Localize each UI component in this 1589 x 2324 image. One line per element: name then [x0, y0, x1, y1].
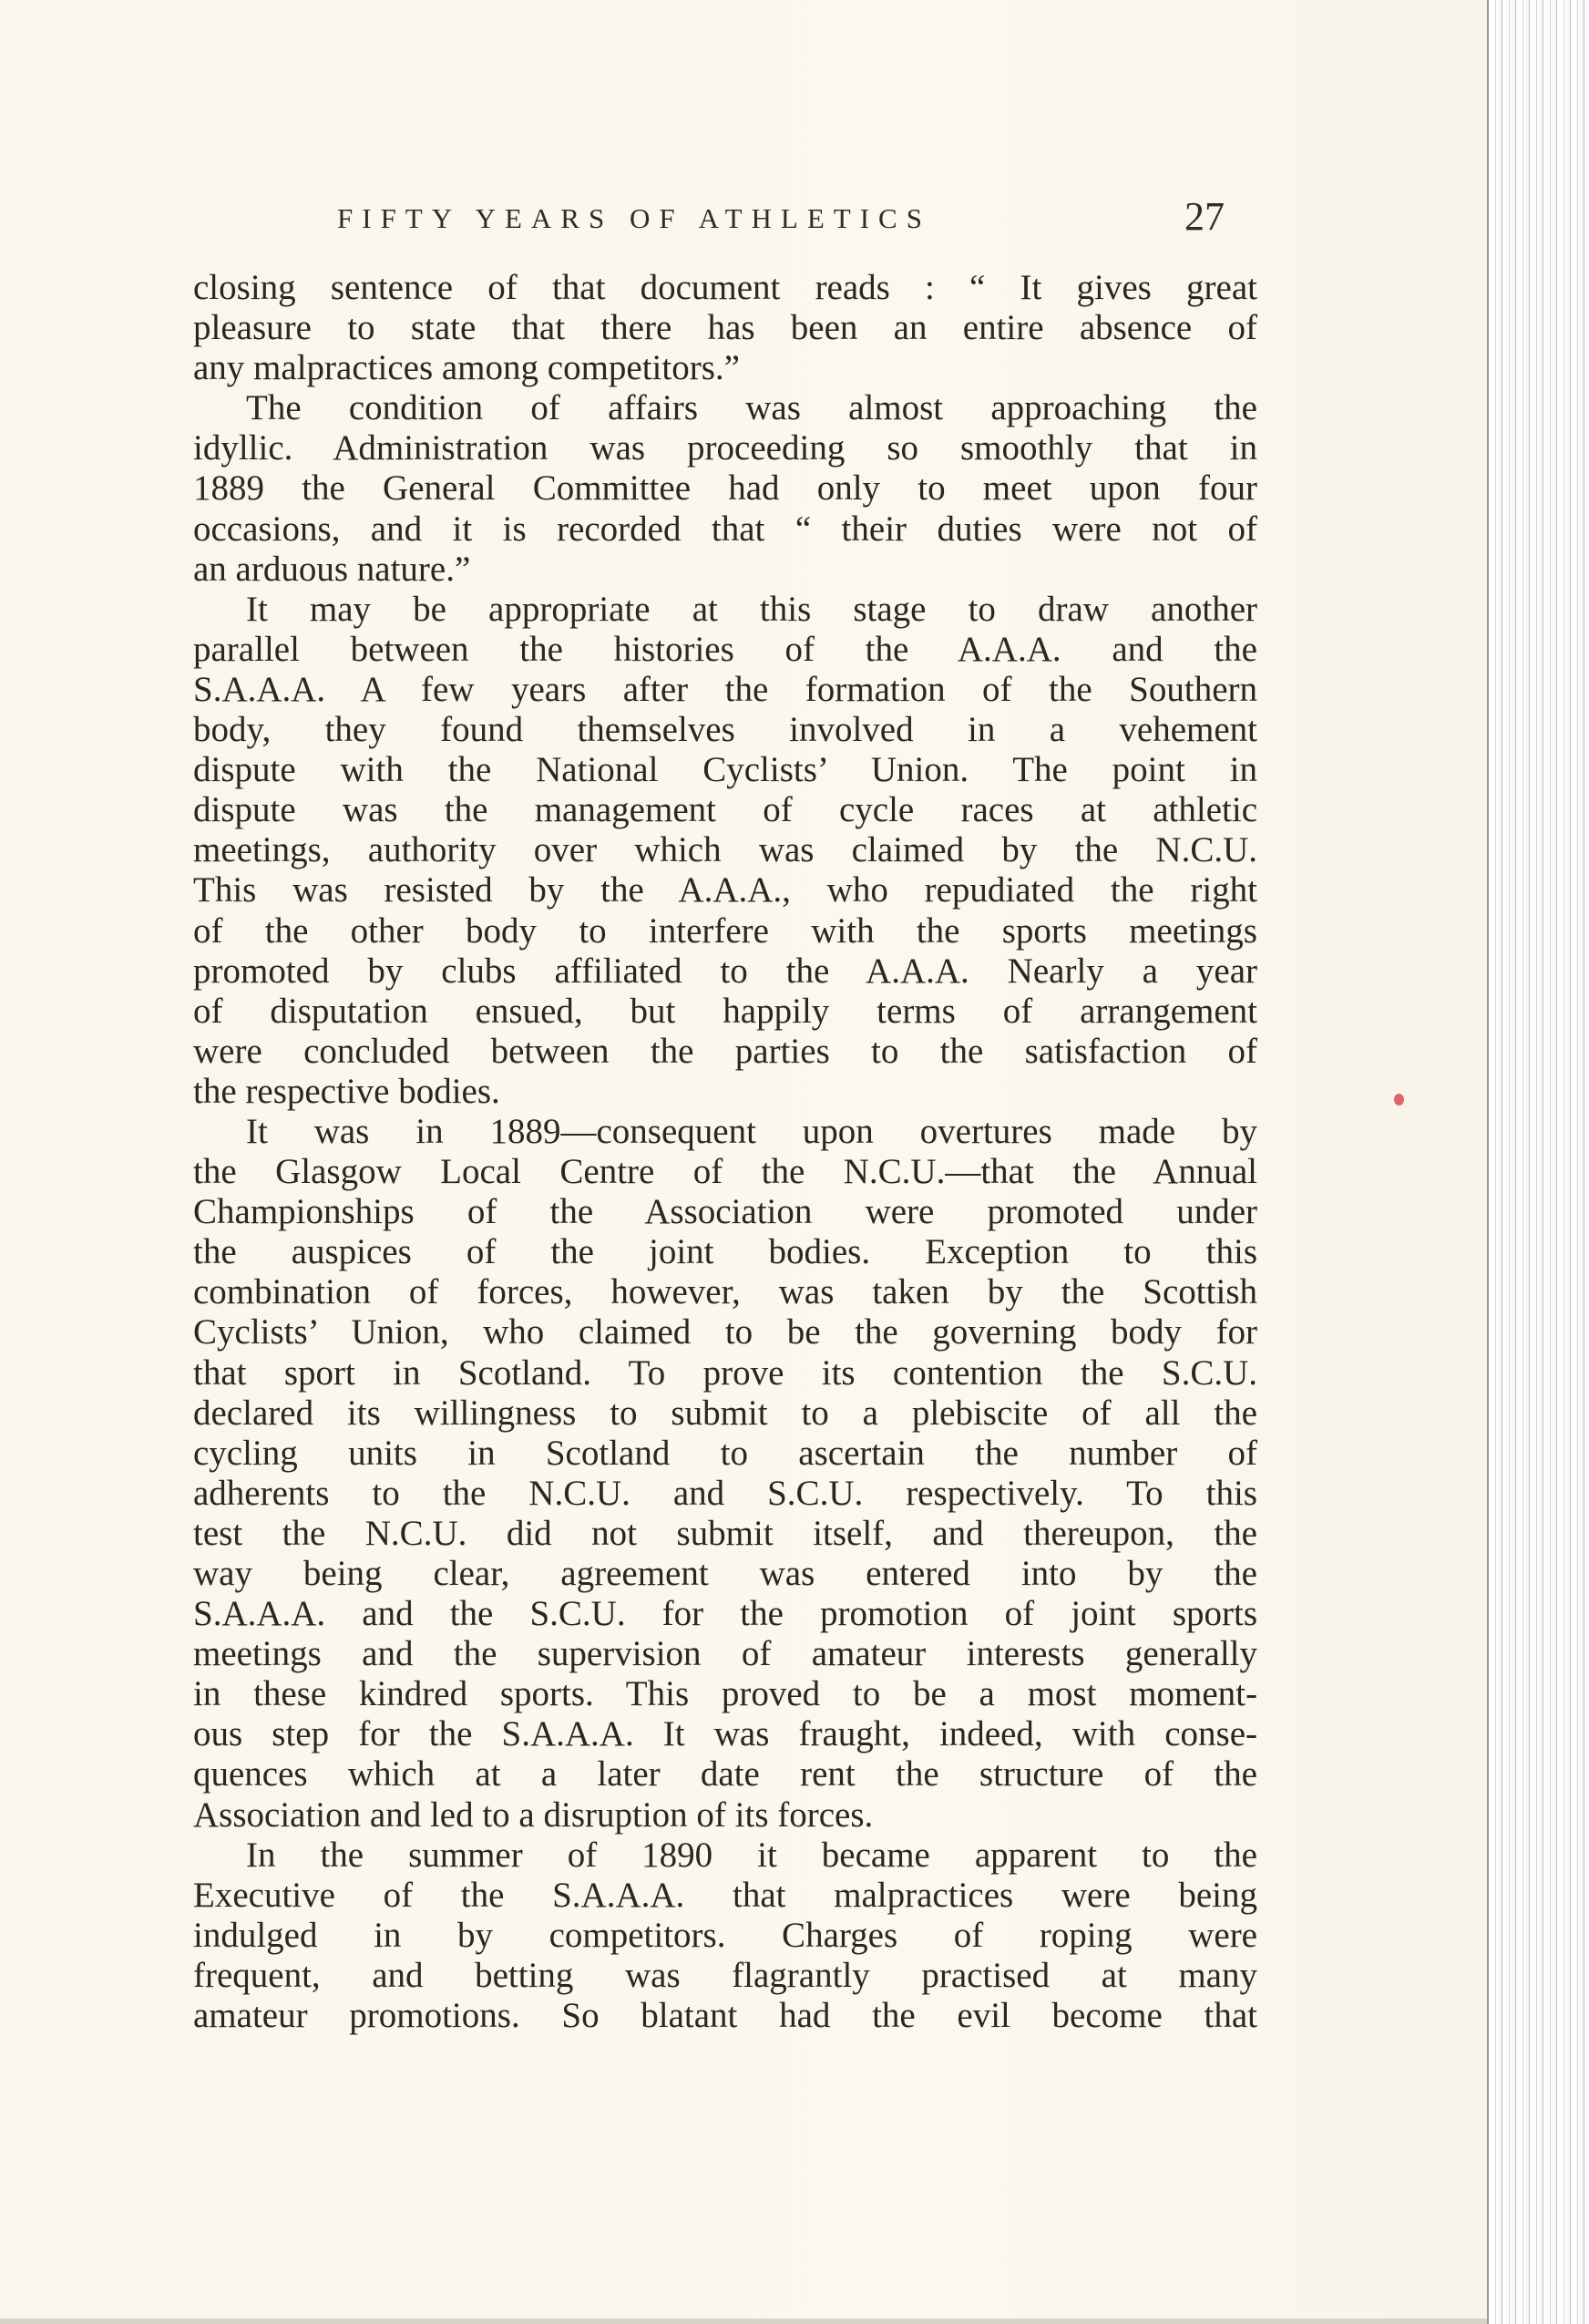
body-text	[193, 268, 1257, 2036]
text-line: Executive of the S.A.A.A. that malpractices were being	[193, 1875, 1257, 1915]
text-line: dispute was the management of cycle races at athletic	[193, 790, 1257, 830]
text-line: meetings and the supervision of amateur interests generally	[193, 1634, 1257, 1674]
text-line: It may be appropriate at this stage to draw another	[246, 589, 1257, 629]
running-title: FIFTY YEARS OF ATHLETICS	[337, 202, 931, 234]
text-line: Championships of the Association were promoted under	[193, 1192, 1257, 1232]
text-line: ous step for the S.A.A.A. It was fraught, indeed, with conse-	[193, 1714, 1257, 1754]
text-line: occasions, and it is recorded that “ their duties were not of	[193, 509, 1257, 549]
text-line: indulged in by competitors. Charges of roping were	[193, 1915, 1257, 1955]
page-bottom-edge	[0, 2319, 1489, 2324]
text-line: This was resisted by the A.A.A., who repudiated the right	[193, 870, 1257, 910]
text-line: It was in 1889—consequent upon overtures made by	[246, 1111, 1257, 1151]
text-line: pleasure to state that there has been an entire absence of	[193, 308, 1257, 348]
text-line: The condition of affairs was almost approaching the	[246, 388, 1257, 428]
text-line: the Glasgow Local Centre of the N.C.U.—that the Annual	[193, 1152, 1257, 1192]
text-line: S.A.A.A. A few years after the formation of the Southern	[193, 669, 1257, 709]
text-line: combination of forces, however, was taken by the Scottish	[193, 1272, 1257, 1312]
text-line: body, they found themselves involved in a vehement	[193, 710, 1257, 750]
text-line: test the N.C.U. did not submit itself, and thereupon, the	[193, 1513, 1257, 1553]
text-line: that sport in Scotland. To prove its contention the S.C.U.	[193, 1352, 1257, 1393]
text-line: cycling units in Scotland to ascertain the number of	[193, 1433, 1257, 1473]
text-line: of the other body to interfere with the sports meetings	[193, 910, 1257, 951]
text-line: idyllic. Administration was proceeding so smoothly that in	[193, 428, 1257, 468]
text-line: promoted by clubs affiliated to the A.A.A. Nearly a year	[193, 951, 1257, 991]
text-line: any malpractices among competitors.”	[193, 348, 740, 388]
page-number: 27	[1184, 194, 1225, 239]
ink-spot	[1394, 1094, 1404, 1105]
text-line: declared its willingness to submit to a plebiscite of all the	[193, 1393, 1257, 1433]
page-edges	[1487, 0, 1589, 2324]
text-line: In the summer of 1890 it became apparent to the	[246, 1835, 1257, 1875]
text-line: the respective bodies.	[193, 1071, 500, 1111]
text-line: S.A.A.A. and the S.C.U. for the promotion of joint sports	[193, 1594, 1257, 1634]
text-line: an arduous nature.”	[193, 549, 471, 589]
text-line: quences which at a later date rent the structure of the	[193, 1754, 1257, 1794]
text-line: meetings, authority over which was claimed by the N.C.U.	[193, 830, 1257, 870]
text-line: 1889 the General Committee had only to meet upon four	[193, 468, 1257, 509]
text-line: Cyclists’ Union, who claimed to be the governing body for	[193, 1312, 1257, 1352]
text-line: of disputation ensued, but happily terms of arrangement	[193, 991, 1257, 1031]
text-line: the auspices of the joint bodies. Exception to this	[193, 1232, 1257, 1272]
running-head	[337, 193, 1248, 248]
text-line: parallel between the histories of the A.A.A. and the	[193, 629, 1257, 669]
text-line: dispute with the National Cyclists’ Union. The point in	[193, 750, 1257, 790]
text-line: adherents to the N.C.U. and S.C.U. respectively. To this	[193, 1473, 1257, 1513]
text-line: Association and led to a disruption of its forces.	[193, 1794, 874, 1835]
text-line: in these kindred sports. This proved to be a most moment-	[193, 1674, 1257, 1714]
text-line: frequent, and betting was flagrantly practised at many	[193, 1955, 1257, 1995]
text-line: closing sentence of that document reads : “ It gives great	[193, 268, 1257, 307]
text-line: way being clear, agreement was entered into by the	[193, 1554, 1257, 1593]
text-line: amateur promotions. So blatant had the evil become that	[193, 1996, 1257, 2036]
text-line: were concluded between the parties to the satisfaction of	[193, 1031, 1257, 1071]
